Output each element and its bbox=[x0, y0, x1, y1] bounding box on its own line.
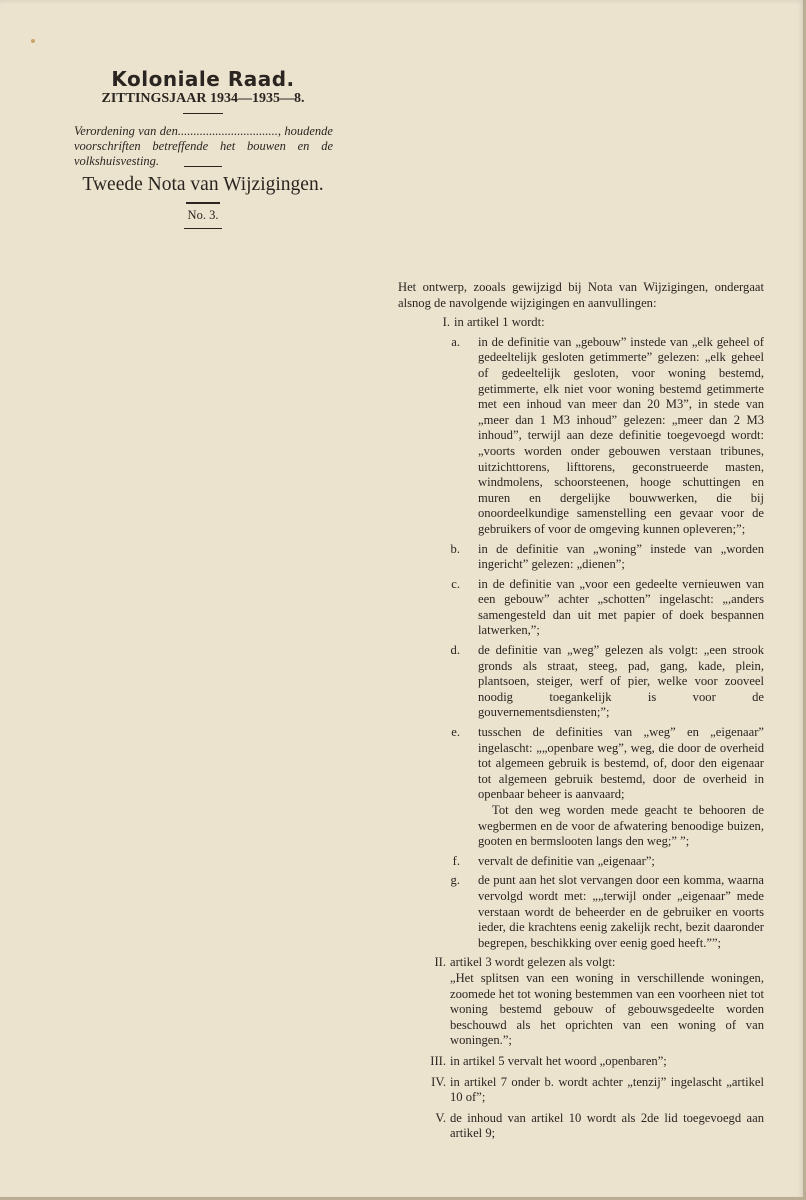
article-4 bbox=[398, 1075, 764, 1106]
article-number: IV. bbox=[431, 1074, 446, 1089]
session-year: ZITTINGSJAAR 1934—1935—8. bbox=[101, 91, 305, 106]
article-1 bbox=[398, 315, 764, 331]
article-text: in artikel 7 onder b. wordt achter „tenzij” ingelascht „artikel 10 of”; bbox=[450, 1074, 764, 1105]
sub-item-letter: b. bbox=[450, 541, 460, 556]
sub-item-text: in de definitie van „voor een gedeelte vernieuwen van een gebouw” achter „schotten” ingelascht: „,anders samengesteld dan uit met papier of doek bespannen latwerken,”; bbox=[478, 576, 764, 638]
article-number: V. bbox=[435, 1110, 446, 1125]
ordinance-subject: Verordening van den................................, houdende voorschriften betreffende het bouwen en de volkshuisvesting. bbox=[74, 124, 333, 168]
article-text: artikel 3 wordt gelezen als volgt: bbox=[450, 955, 616, 970]
sub-item-b bbox=[398, 542, 764, 573]
sub-item-d bbox=[398, 643, 764, 721]
nota-number: No. 3. bbox=[187, 208, 219, 222]
article-3 bbox=[398, 1054, 764, 1070]
article-text: de inhoud van artikel 10 wordt als 2de lid toegevoegd aan artikel 9; bbox=[450, 1110, 764, 1141]
council-title: Koloniale Raad. bbox=[111, 67, 295, 91]
article-number: II. bbox=[434, 955, 446, 970]
sub-item-text: in de definitie van „woning” instede van „worden ingericht” gelezen: „dienen”; bbox=[478, 541, 764, 572]
sub-item-text: tusschen de definities van „weg” en „eigenaar” ingelascht: „„openbare weg”, weg, die door de overheid tot algemeen gebruik is bestemd, of, door den eigenaar tot algemeen gebruik bestemd, door de overheid in openbaar beheer is aanvaard; bbox=[478, 725, 764, 802]
sub-item-text: in de definitie van „gebouw” instede van „elk geheel of gedeeltelijk gesloten getimmerte” gelezen: „elk geheel of gedeeltelijk gesloten, voor woning bestemd, getimmerte, elk niet voor woning bestemd getimmerte met een inhoud van meer dan 20 M3”, in stede van „meer dan 1 M3 inhoud” gelezen: „meer dan 2 M3 inhoud”, terwijl aan deze definitie toegevoegd wordt: „voorts worden onder gebouwen verstaan tribunes, uitzichttorens, lifttorens, geconstrueerde masten, windmolens, schoorsteenen, hooge schuttingen en muren en dergelijke bouwwerken, die bij onoordeelkundige samenstelling een gevaar voor de gebruikers of voor de omgeving kunnen opleveren;”; bbox=[478, 334, 764, 536]
document-header bbox=[72, 68, 334, 114]
sub-item-letter: c. bbox=[451, 576, 460, 591]
subject-rule bbox=[184, 166, 222, 167]
article-text: in artikel 5 vervalt het woord „openbaren”; bbox=[450, 1053, 667, 1068]
sub-item-letter: f. bbox=[452, 853, 460, 868]
sub-item-letter: a. bbox=[451, 334, 460, 349]
article-2 bbox=[398, 955, 764, 1049]
number-rule bbox=[184, 228, 222, 229]
article-quote: „Het splitsen van een woning in verschillende woningen, zoomede het tot woning bestemmen van een voorheen niet tot woning bestemd gebouw of gebouwsgedeelte worden beschouwd als het oprichten van een woning of van woningen.”; bbox=[450, 970, 764, 1048]
nota-title: Tweede Nota van Wijzigingen. bbox=[82, 174, 324, 195]
article-5 bbox=[398, 1111, 764, 1142]
sub-item-letter: e. bbox=[451, 725, 460, 740]
intro-paragraph: Het ontwerp, zooals gewijzigd bij Nota van Wijzigingen, ondergaat alsnog de navolgende wijzigingen en aanvullingen: bbox=[398, 280, 764, 310]
sub-item-e bbox=[398, 725, 764, 850]
header-rule bbox=[183, 113, 223, 114]
sub-item-text: de punt aan het slot vervangen door een komma, waarna vervolgd wordt met: „„terwijl onder „eigenaar” mede verstaan wordt de beheerder en de gebruiker en voorts ieder, die krachtens eenig zakelijk recht, bezit daaronder begrepen, beschikking over eenig goed heeft.””; bbox=[478, 873, 764, 950]
sub-item-c bbox=[398, 577, 764, 639]
sub-item-f bbox=[398, 854, 764, 870]
sub-item-a bbox=[398, 335, 764, 538]
document-body bbox=[398, 280, 764, 1147]
title-rule bbox=[186, 202, 220, 204]
sub-item-text: vervalt de definitie van „eigenaar”; bbox=[478, 853, 655, 868]
sub-item-letter: d. bbox=[450, 643, 460, 658]
article-text: in artikel 1 wordt: bbox=[454, 315, 545, 330]
sub-item-text-continued: Tot den weg worden mede geacht te behooren de wegbermen en de voor de afwatering benoodige buizen, gooten en bermslooten langs den weg;” ”; bbox=[478, 803, 764, 849]
sub-item-text: de definitie van „weg” gelezen als volgt: „een strook gronds als straat, steeg, pad, gang, kade, plein, plantsoen, steiger, werf of pier, welke voor zooveel noodig toegankelijk is voor de gouvernementsdiensten;”; bbox=[478, 643, 764, 720]
article-number: III. bbox=[430, 1053, 446, 1068]
ink-speck bbox=[31, 39, 35, 43]
article-number: I. bbox=[442, 315, 450, 330]
sub-item-g bbox=[398, 873, 764, 951]
sub-item-letter: g. bbox=[450, 873, 460, 888]
